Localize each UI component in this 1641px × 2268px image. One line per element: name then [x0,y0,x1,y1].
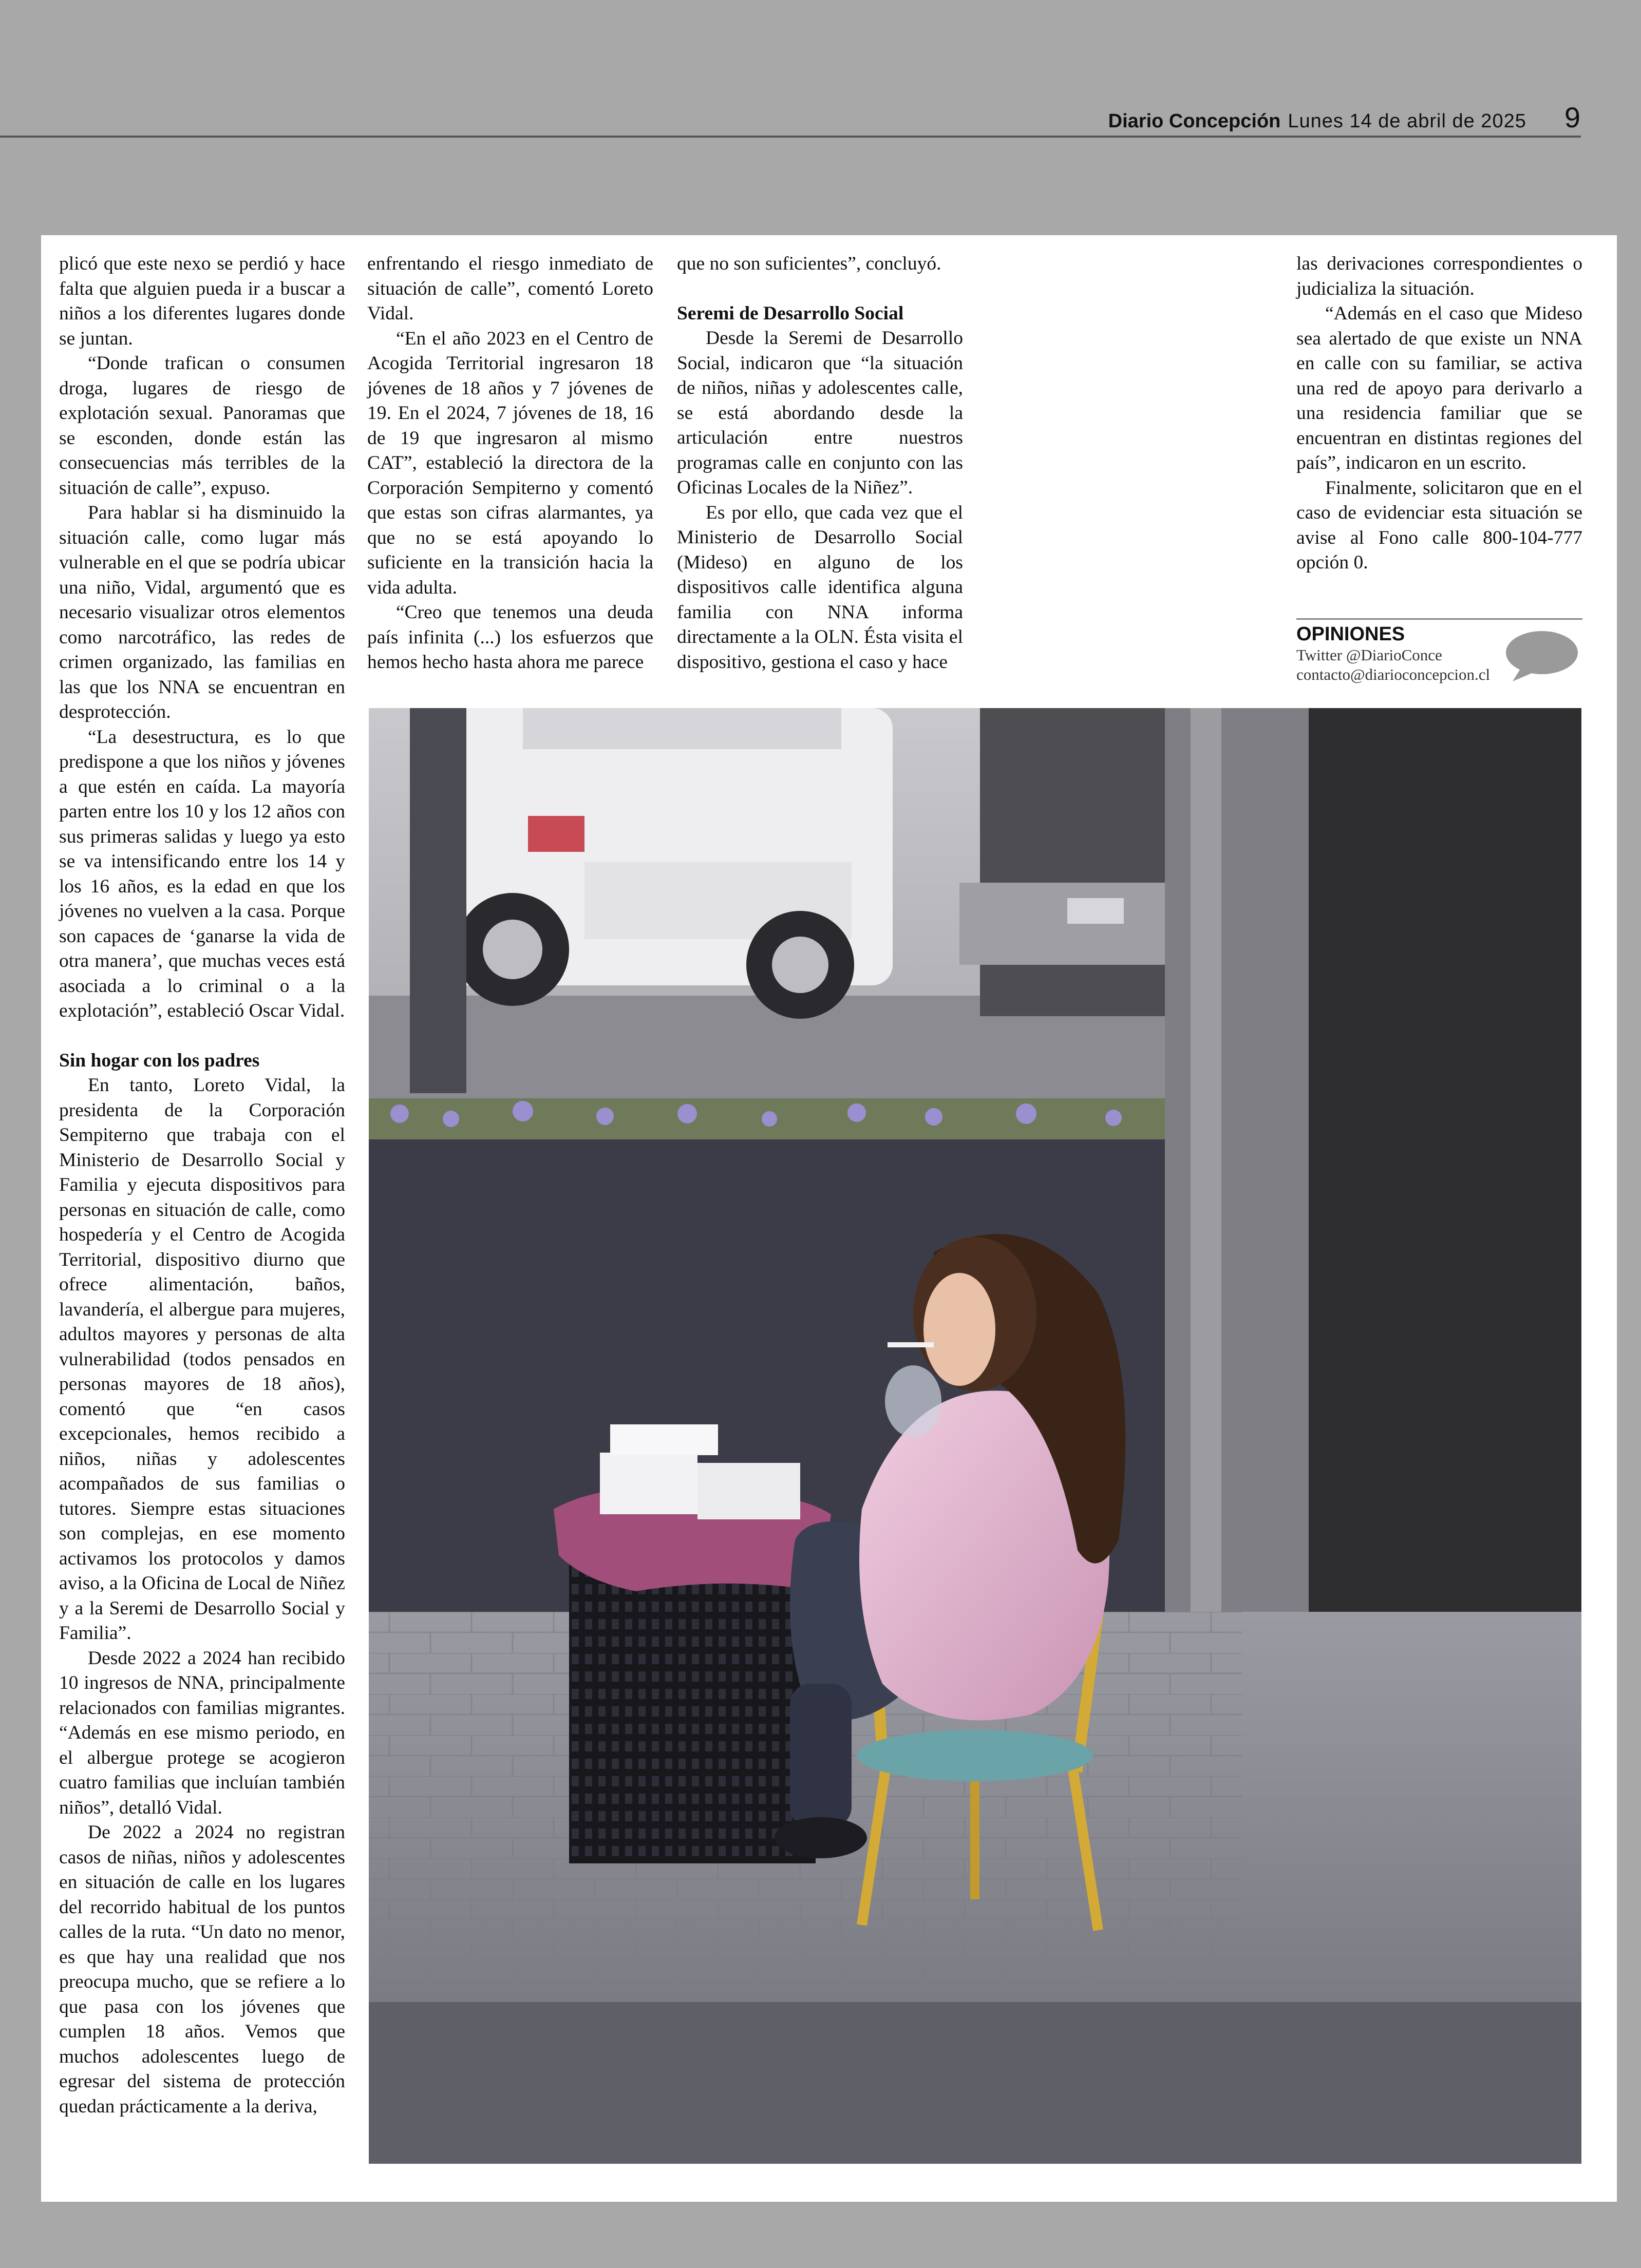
article-paragraph: “Donde trafican o consumen droga, lugares de riesgo de explotación sexual. Panoramas que se esconden, donde están las consecuencias más terribles de la situación de calle”, expuso. [59,353,345,499]
header-rule [0,136,1581,138]
section-heading: Seremi de Desarrollo Social [677,302,904,324]
street-photo [369,708,1581,2164]
article-paragraph: enfrentando el riesgo inmediato de situación de calle”, comentó Loreto Vidal. [367,253,653,324]
article-paragraph: “Además en el caso que Mideso sea alertado de que existe un NNA en calle con su familiar, se activa una red de apoyo para derivarlo a una residencia familiar que se encuentran en distintas regiones del país”, indicaron en un escrito. [1296,303,1582,473]
article-paragraph: Finalmente, solicitaron que en el caso de evidenciar esta situación se avise al Fono calle 800-104-777 opción 0. [1296,477,1582,573]
opinions-title: OPINIONES [1296,623,1405,645]
article-paragraph: En tanto, Loreto Vidal, la presidenta de la Corporación Sempiterno que trabaja con el Ministerio de Desarrollo Social y Familia y ejecuta dispositivos para personas en situación de calle, como hospedería y el Centro de Acogida Territorial, dispositivo diurno que ofrece alimentación, baños, lavandería, el albergue para mujeres, adultos mayores y personas de alta vulnerabilidad (todos pensados en personas mayores de 18 años), comentó que “en casos excepcionales, hemos recibido a niños, niñas y adolescentes acompañados de sus familias o tutores. Siempre estas situaciones son complejas, en ese momento activamos los protocolos y damos aviso, a la Oficina de Local de Niñez y a la Seremi de Desarrollo Social y Familia”. [59,1075,345,1644]
opinions-box [1296,618,1582,684]
opinions-email[interactable]: contacto@diarioconcepcion.cl [1296,665,1491,683]
article-column-4 [1296,252,1582,576]
article-column-2 [367,252,653,675]
article-column-1 [59,252,345,2119]
section-heading: Sin hogar con los padres [59,1050,260,1071]
article-paragraph: Desde 2022 a 2024 han recibido 10 ingresos de NNA, principalmente relacionados con familias migrantes. “Además en ese mismo periodo, en el albergue protege se acogieron cuatro familias que incluían también niños”, detalló Vidal. [59,1647,345,1818]
article-column-3 [677,252,963,675]
article-paragraph: “En el año 2023 en el Centro de Acogida Territorial ingresaron 18 jóvenes de 18 años y 7 jóvenes de 19. En el 2024, 7 jóvenes de 18, 16 de 19 que ingresaron al mismo CAT”, estableció la directora de la Corporación Sempiterno y comentó que estas son cifras alarmantes, ya que no se está apoyando lo suficiente en la transición hacia la vida adulta. [367,328,653,598]
opinions-twitter[interactable]: Twitter @DiarioConce [1296,646,1442,664]
article-paragraph: Para hablar si ha disminuido la situación calle, como lugar más vulnerable en el que se podría ubicar una niño, Vidal, argumentó que es necesario visualizar otros elementos como narcotráfico, las redes de crimen organizado, las familias en las que los NNA se encuentran en desprotección. [59,502,345,722]
page-number: 9 [1564,101,1580,134]
article-paragraph: “Creo que tenemos una deuda país infinita (...) los esfuerzos que hemos hecho hasta ahora me parece [367,602,653,673]
masthead: Diario Concepción [1108,110,1281,132]
page-header [1108,101,1580,134]
article-paragraph: plicó que este nexo se perdió y hace falta que alguien pueda ir a buscar a niños a los diferentes lugares donde se juntan. [59,253,345,349]
article-paragraph: que no son suficientes”, concluyó. [677,253,941,274]
article-paragraph: De 2022 a 2024 no registran casos de niñas, niños y adolescentes en situación de calle en los lugares del recorrido habitual de los puntos calles de la ruta. “Un dato no menor, es que hay una realidad que nos preocupa mucho, que se refiere a lo que pasa con los jóvenes que cumplen 18 años. Vemos que muchos adolescentes luego de egresar del sistema de protección quedan prácticamente a la deriva, [59,1822,345,2117]
issue-date: Lunes 14 de abril de 2025 [1288,110,1526,132]
photo-illustration [369,708,1581,2164]
article-paragraph: Desde la Seremi de Desarrollo Social, indicaron que “la situación de niños, niñas y adolescentes calle, se está abordando desde la articulación entre nuestros programas calle en conjunto con las Oficinas Locales de la Niñez”. [677,328,963,498]
speech-bubble-icon [1503,629,1580,682]
article-paragraph: las derivaciones correspondientes o judicializa la situación. [1296,253,1582,299]
article-paragraph: “La desestructura, es lo que predispone a que los niños y jóvenes a que estén en caída. La mayoría parten entre los 10 y los 12 años con sus primeras salidas y luego ya esto se va intensificando entre los 14 y los 16 años, es la edad en que los jóvenes no vuelven a la casa. Porque son capaces de ‘ganarse la vida de otra manera’, que muchas veces está asociada a lo criminal o a la explotación”, estableció Oscar Vidal. [59,726,345,1021]
article-paragraph: Es por ello, que cada vez que el Ministerio de Desarrollo Social (Mideso) en alguno de los dispositivos calle identifica alguna familia con NNA informa directamente a la OLN. Ésta visita el dispositivo, gestiona el caso y hace [677,502,963,673]
